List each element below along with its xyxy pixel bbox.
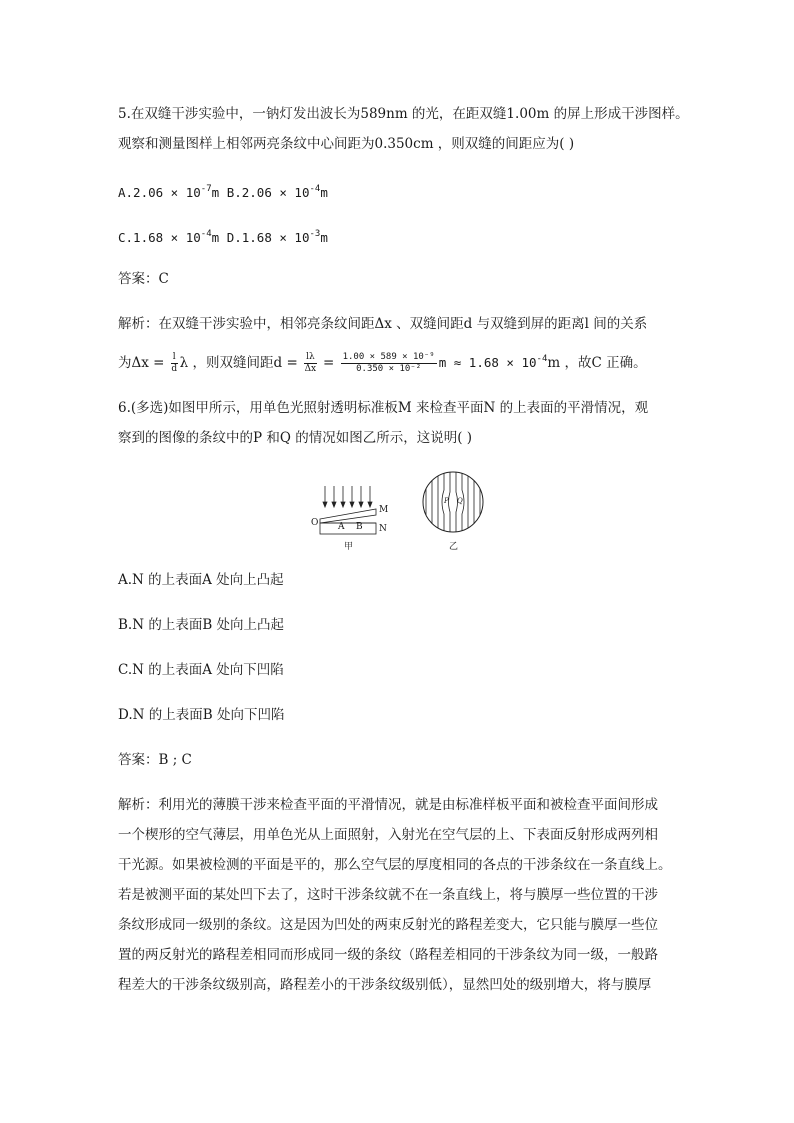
label-n: N bbox=[379, 524, 387, 534]
q6-option-a: A.N 的上表面A 处向上凸起 bbox=[118, 572, 284, 588]
formula-mid: ，则双缝间距d = bbox=[192, 355, 298, 371]
q5-option-c: $C.1.68 \times 10^{-4}m$ bbox=[118, 229, 220, 245]
q6-stem-line2: 察到的图像的条纹中的P 和Q 的情况如图乙所示，这说明( ) bbox=[118, 430, 473, 446]
formula-conclusion: m ，故C 正确。 bbox=[547, 355, 647, 371]
q5-stem-line1: 5.在双缝干涉实验中，一钠灯发出波长为589nm 的光，在距双缝1.00m 的屏上形成干涉图样。 bbox=[118, 106, 689, 122]
label-q: Q bbox=[457, 497, 463, 505]
q5-stem-line2: 观察和测量图样上相邻两亮条纹中心间距为0.350cm ，则双缝的间距应为( ) bbox=[118, 136, 575, 152]
formula-prefix: 为Δx = bbox=[118, 355, 165, 371]
fraction-numeric: $\frac{\text{1.00 × 589 × 10⁻⁹}}{\text{0.350 × 10⁻²}}$ bbox=[342, 352, 435, 374]
figure-jia bbox=[308, 484, 390, 550]
figure-yi bbox=[420, 468, 486, 552]
q6-option-b: B.N 的上表面B 处向上凸起 bbox=[118, 617, 285, 633]
q5-option-d: $D.1.68 \times 10^{-3}m$ bbox=[226, 229, 328, 245]
q6-option-c: C.N 的上表面A 处向下凹陷 bbox=[118, 662, 284, 678]
label-m: M bbox=[379, 505, 389, 515]
q5-option-b: $B.2.06 \times 10^{-4}m$ bbox=[226, 184, 328, 200]
q6-explanation-line4: 若是被测平面的某处凹下去了，这时干涉条纹就不在一条直线上，将与膜厚一些位置的干涉 bbox=[118, 887, 658, 903]
fraction-l-lambda-over-dx: $\frac{l\lambda}{\Delta x}$ bbox=[304, 352, 317, 374]
label-b: B bbox=[356, 522, 363, 532]
q6-answer: 答案：B ; C bbox=[118, 752, 192, 768]
fraction-l-over-d: $\frac{l}{d}$ bbox=[171, 352, 178, 374]
q6-explanation-line5: 条纹形成同一级别的条纹。这是因为凹处的两束反射光的路程差变大，它只能与膜厚一些位 bbox=[118, 917, 658, 933]
figure-yi-caption: 乙 bbox=[449, 542, 459, 552]
q6-explanation-line2: 一个楔形的空气薄层，用单色光从上面照射，入射光在空气层的上、下表面反射形成两列相 bbox=[118, 827, 658, 843]
q5-explanation-formula bbox=[118, 347, 647, 375]
formula-result: $m \approx 1.68 \times 10^{-4}$ bbox=[438, 354, 548, 370]
q5-option-a: $A.2.06 \times 10^{-7}m$ bbox=[118, 184, 220, 200]
figure-jia-caption: 甲 bbox=[344, 542, 354, 552]
lambda-symbol: λ bbox=[179, 355, 189, 371]
q5-explanation-line1: 解析：在双缝干涉实验中，相邻亮条纹间距Δx 、双缝间距d 与双缝到屏的距离l 间的关系 bbox=[118, 316, 648, 332]
q6-option-d: D.N 的上表面B 处向下凹陷 bbox=[118, 707, 285, 723]
q6-explanation-line1: 解析：利用光的薄膜干涉来检查平面的平滑情况，就是由标准样板平面和被检查平面间形成 bbox=[118, 797, 658, 813]
q6-explanation-line3: 干光源。如果被检测的平面是平的，那么空气层的厚度相同的各点的干涉条纹在一条直线上。 bbox=[118, 857, 672, 873]
label-o: O bbox=[311, 518, 319, 528]
q6-stem-line1: 6.(多选)如图甲所示，用单色光照射透明标准板M 来检查平面N 的上表面的平滑情况，观 bbox=[118, 400, 649, 416]
q6-explanation-line7: 程差大的干涉条纹级别高，路程差小的干涉条纹级别低），显然凹处的级别增大，将与膜厚 bbox=[118, 977, 652, 993]
q5-options-cd bbox=[118, 224, 328, 248]
q6-explanation-line6: 置的两反射光的路程差相同而形成同一级的条纹（路程差相同的干涉条纹为同一级，一般路 bbox=[118, 947, 658, 963]
q5-options-ab bbox=[118, 179, 328, 203]
equals-sign: = bbox=[322, 355, 335, 371]
q5-answer: 答案：C bbox=[118, 271, 169, 287]
label-p: P bbox=[444, 497, 449, 505]
interference-fringes-diagram bbox=[420, 468, 486, 538]
label-a: A bbox=[338, 522, 345, 532]
